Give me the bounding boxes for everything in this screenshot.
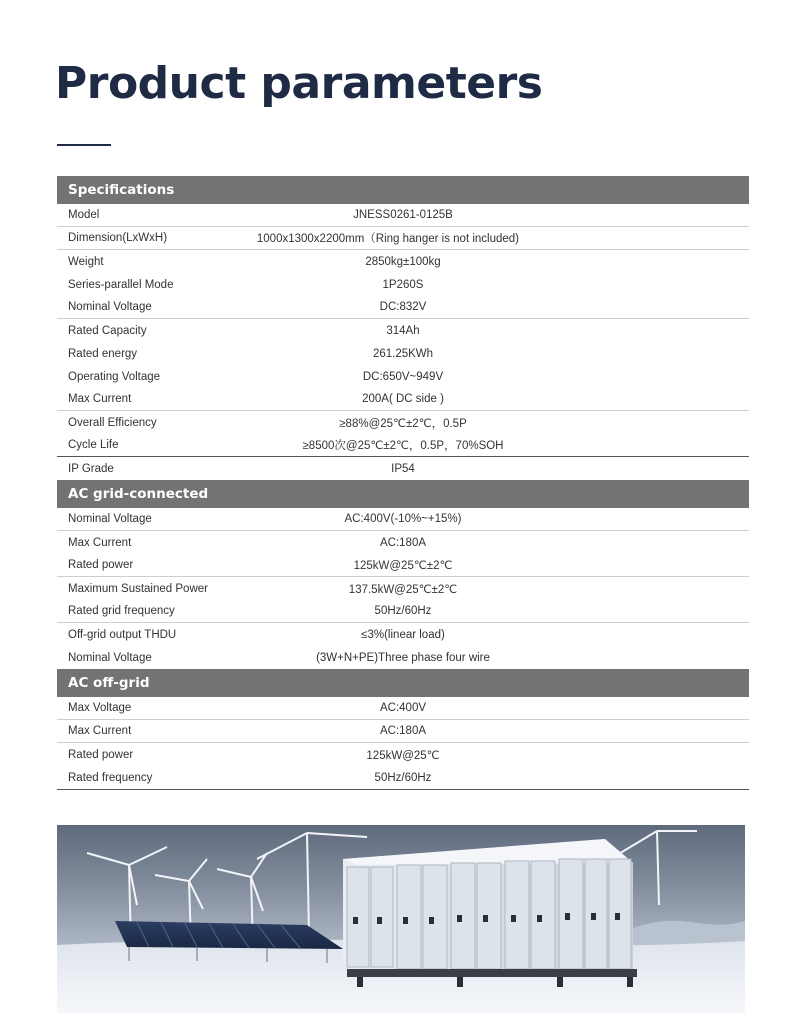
section-header-ac-off-grid: AC off-grid: [57, 669, 749, 697]
table-row: [57, 646, 749, 669]
table-row: [57, 411, 749, 434]
row-value: (3W+N+PE)Three phase four wire: [316, 651, 490, 664]
row-value: 125kW@25℃: [366, 749, 440, 762]
row-label: Nominal Voltage: [68, 513, 152, 525]
row-value: ≥88%@25℃±2℃，0.5P: [339, 417, 467, 430]
row-label: Nominal Voltage: [68, 301, 152, 313]
row-value: 50Hz/60Hz: [374, 605, 432, 617]
row-label: Weight: [68, 255, 104, 268]
row-value: AC:180A: [379, 725, 427, 737]
row-label: Max Current: [68, 393, 132, 405]
row-label: Max Voltage: [68, 702, 132, 714]
row-label: Off-grid output THDU: [68, 628, 177, 641]
table-row: [57, 273, 749, 296]
row-value: 200A( DC side ): [362, 393, 444, 405]
table-row: [57, 623, 749, 646]
row-label: Cycle Life: [68, 439, 119, 451]
row-label: Rated power: [68, 748, 134, 761]
row-label: IP Grade: [68, 462, 114, 475]
row-value: 2850kg±100kg: [365, 255, 441, 268]
spec-table: [57, 176, 749, 790]
row-value: JNESS0261-0125B: [353, 209, 453, 221]
row-value: AC:400V(-10%~+15%): [344, 513, 462, 525]
table-row: [57, 766, 749, 789]
row-value: 1000x1300x2200mm（Ring hanger is not included): [256, 233, 519, 245]
row-label: Nominal Voltage: [68, 651, 152, 664]
row-value: DC:650V~949V: [362, 370, 444, 383]
product-photo: [57, 825, 745, 1013]
row-value: DC:832V: [379, 301, 427, 313]
title-underline: [57, 144, 111, 146]
row-value: IP54: [391, 462, 415, 475]
row-label: Rated frequency: [68, 771, 153, 784]
table-row: [57, 554, 749, 577]
page-title: Product parameters: [55, 58, 543, 109]
row-label: Rated power: [68, 559, 134, 571]
energy-storage-scene: [57, 825, 745, 1013]
row-label: Rated Capacity: [68, 324, 147, 337]
section-header-ac-grid-connected: AC grid-connected: [57, 480, 749, 508]
table-bottom-rule: [57, 789, 749, 790]
row-label: Dimension(LxWxH): [68, 232, 168, 244]
table-row: [57, 250, 749, 273]
row-label: Model: [68, 209, 100, 221]
table-row: [57, 720, 749, 743]
table-row: [57, 508, 749, 531]
table-row: [57, 319, 749, 342]
row-value: ≥8500次@25℃±2℃，0.5P，70%SOH: [302, 440, 504, 452]
table-row: [57, 204, 749, 227]
table-row: [57, 296, 749, 319]
row-value: AC:180A: [379, 536, 427, 549]
row-label: Overall Efficiency: [68, 416, 157, 429]
row-value: 125kW@25℃±2℃: [353, 560, 453, 572]
row-value: AC:400V: [379, 702, 427, 714]
table-row: [57, 600, 749, 623]
table-row: [57, 342, 749, 365]
row-value: ≤3%(linear load): [361, 628, 445, 641]
row-label: Maximum Sustained Power: [68, 582, 208, 595]
table-row: [57, 227, 749, 250]
table-row: [57, 743, 749, 766]
table-row: [57, 365, 749, 388]
row-label: Series-parallel Mode: [68, 278, 174, 291]
row-label: Rated grid frequency: [68, 605, 175, 617]
row-value: 1P260S: [382, 278, 424, 291]
row-value: 261.25KWh: [372, 347, 434, 360]
table-row: [57, 697, 749, 720]
row-label: Operating Voltage: [68, 370, 161, 383]
row-value: 137.5kW@25℃±2℃: [348, 583, 458, 596]
row-value: 314Ah: [386, 324, 420, 337]
table-row: [57, 577, 749, 600]
section-header-specifications: Specifications: [57, 176, 749, 204]
row-value: 50Hz/60Hz: [374, 771, 432, 784]
table-row: [57, 388, 749, 411]
row-label: Rated energy: [68, 347, 138, 360]
table-row: [57, 531, 749, 554]
row-label: Max Current: [68, 536, 132, 549]
table-row: [57, 457, 749, 480]
table-row: [57, 434, 749, 457]
row-label: Max Current: [68, 725, 132, 737]
